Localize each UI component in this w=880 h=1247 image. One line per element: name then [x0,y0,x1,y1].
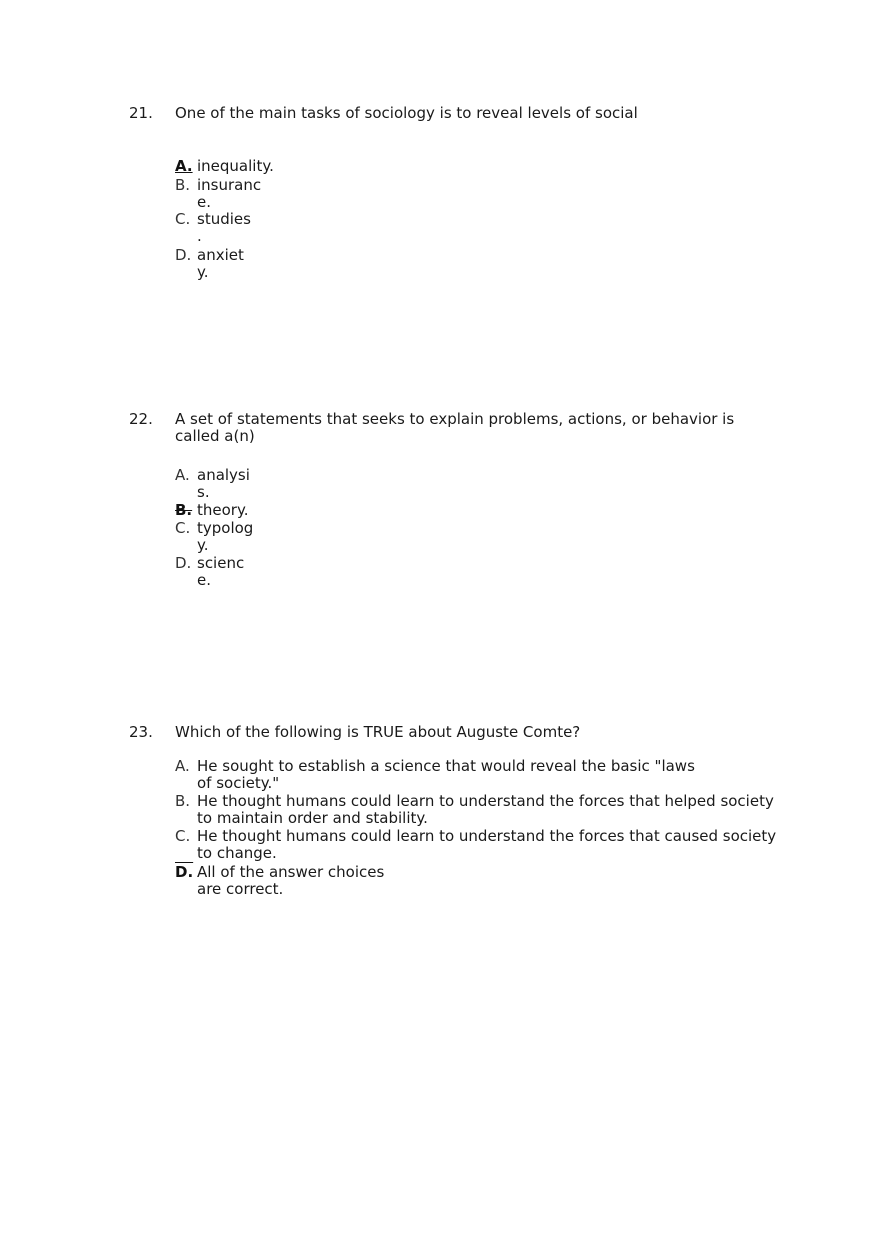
option-letter: D. [175,554,192,572]
option-letter: C. [175,519,191,537]
option-text: All of the answer choices are correct. [197,863,385,898]
option-letter: D. [175,246,192,264]
option-text: analysi s. [197,466,250,501]
option-letter: A. [175,757,190,775]
question-number: 23. [129,723,153,741]
option-text: anxiet y. [197,246,244,281]
option-text: He sought to establish a science that would reveal the basic "laws of society." [197,757,695,792]
option-text: insuranc e. [197,176,262,211]
option-letter: C. [175,210,191,228]
option-letter: B. [175,501,193,519]
question-stem: A set of statements that seeks to explain problems, actions, or behavior is called a(n) [175,410,735,445]
option-text: He thought humans could learn to understand the forces that helped society to maintain order and stability. [197,792,774,827]
option-text: inequality. [197,157,274,175]
question-number: 21. [129,104,153,122]
option-letter: D. [175,863,194,881]
question-stem: One of the main tasks of sociology is to reveal levels of social [175,104,638,122]
option-letter: B. [175,176,191,194]
question-stem: Which of the following is TRUE about Auguste Comte? [175,723,581,741]
option-text: theory. [197,501,249,519]
option-text: typolog y. [197,519,254,554]
option-letter: A. [175,466,190,484]
option-letter: B. [175,792,191,810]
option-letter: A. [175,157,193,175]
option-text: He thought humans could learn to understand the forces that caused society to change. [197,827,777,862]
option-text: scienc e. [197,554,245,589]
option-text: studies . [197,210,251,245]
option-letter: C. [175,827,191,845]
question-number: 22. [129,410,153,428]
